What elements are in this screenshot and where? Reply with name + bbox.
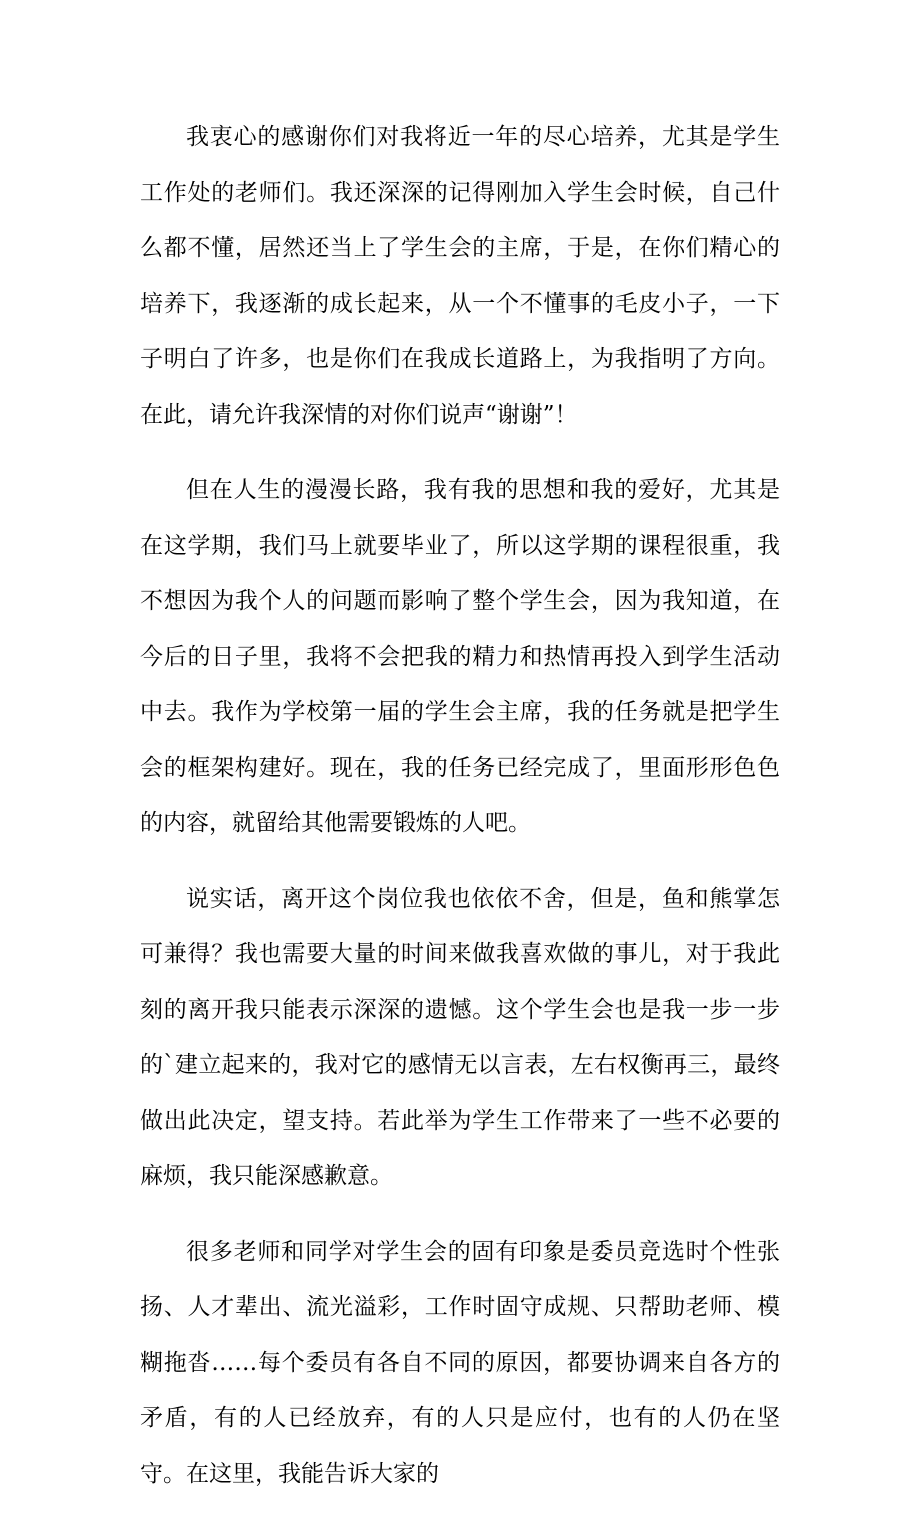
paragraph-2: 但在人生的漫漫长路，我有我的思想和我的爱好，尤其是在这学期，我们马上就要毕业了，所以这学期的课程很重，我不想因为我个人的问题而影响了整个学生会，因为我知道，在今后的日子里，我将不会把我的精力和热情再投入到学生活动中去。我作为学校第一届的学生会主席，我的任务就是把学生会的框架构建好。现在，我的任务已经完成了，里面形形色色的内容，就留给其他需要锻炼的人吧。: [140, 477, 780, 836]
paragraph-1: 我衷心的感谢你们对我将近一年的尽心培养，尤其是学生工作处的老师们。我还深深的记得刚加入学生会时候，自己什么都不懂，居然还当上了学生会的主席，于是，在你们精心的培养下，我逐渐的成长起来，从一个不懂事的毛皮小子，一下子明白了许多，也是你们在我成长道路上，为我指明了方向。在此，请允许我深情的对你们说声“谢谢”！: [140, 124, 780, 428]
paragraph-3: 说实话，离开这个岗位我也依依不舍，但是，鱼和熊掌怎可兼得？我也需要大量的时间来做我喜欢做的事儿，对于我此刻的离开我只能表示深深的遗憾。这个学生会也是我一步一步的`建立起来的，我对它的感情无以言表，左右权衡再三，最终做出此决定，望支持。若此举为学生工作带来了一些不必要的麻烦，我只能深感歉意。: [140, 885, 780, 1189]
paragraph-4: 很多老师和同学对学生会的固有印象是委员竞选时个性张扬、人才辈出、流光溢彩，工作时固守成规、只帮助老师、模糊拖沓……每个委员有各自不同的原因，都要协调来自各方的矛盾，有的人已经放弃，有的人只是应付，也有的人仍在坚守。在这里，我能告诉大家的: [140, 1238, 780, 1487]
document-body: [140, 110, 780, 1522]
